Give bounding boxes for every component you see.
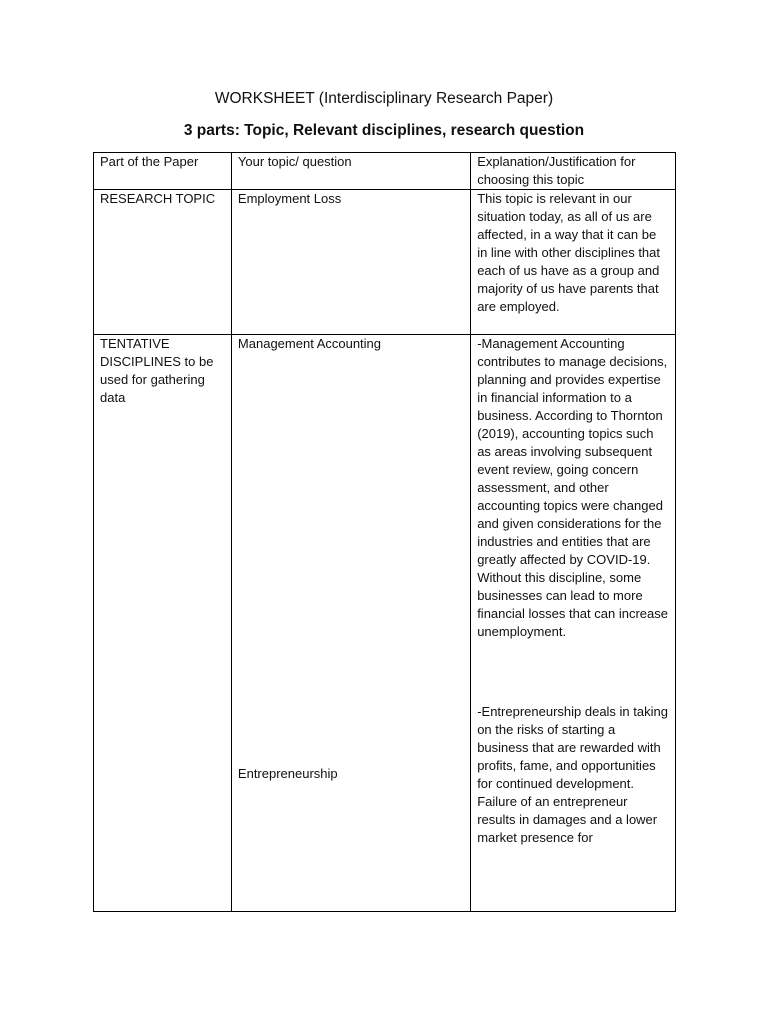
disciplines-explanations <box>471 335 676 912</box>
header-explanation: Explanation/Justification for choosing this topic <box>471 153 676 190</box>
page-subtitle: 3 parts: Topic, Relevant disciplines, research question <box>183 122 585 139</box>
table-header-row <box>94 153 676 190</box>
research-topic-explanation-text: This topic is relevant in our situation today, as all of us are affected, in a way that it can be in line with other disciplines that each of us have as a group and majority of us have parents that are employed. <box>477 191 661 314</box>
research-topic-label: RESEARCH TOPIC <box>94 190 232 335</box>
table-row-research-topic <box>94 190 676 335</box>
disciplines-explanations-inner <box>477 335 669 911</box>
disciplines-names-inner <box>238 335 464 911</box>
table-row-disciplines <box>94 335 676 912</box>
discipline-explanation-management-accounting: -Management Accounting contributes to manage decisions, planning and provides expertise in financial information to a business. According to Thornton (2019), accounting topics such as areas involving subsequent event review, going concern assessment, and other accounting topics were changed and given considerations for the industries and entities that are greatly affected by COVID-19. Without this discipline, some businesses can lead to more financial losses that can increase unemployment. <box>477 336 668 639</box>
discipline-name-entrepreneurship: Entrepreneurship <box>237 766 338 781</box>
header-part: Part of the Paper <box>94 153 232 190</box>
discipline-explanation-entrepreneurship: -Entrepreneurship deals in taking on the risks of starting a business that are rewarded with profits, fame, and opportunities for continued development. Failure of an entrepreneur results in damages and a lower market presence for <box>477 704 668 845</box>
disciplines-label: TENTATIVE DISCIPLINES to be used for gathering data <box>94 335 232 912</box>
header-topic: Your topic/ question <box>231 153 470 190</box>
research-topic-explanation <box>471 190 676 335</box>
discipline-name-management-accounting: Management Accounting <box>237 336 382 351</box>
spacer <box>477 641 669 703</box>
research-topic-value: Employment Loss <box>231 190 470 335</box>
page-title: WORKSHEET (Interdisciplinary Research Paper) <box>214 90 554 107</box>
worksheet-table <box>93 152 676 912</box>
spacer <box>238 353 464 765</box>
disciplines-names <box>231 335 470 912</box>
